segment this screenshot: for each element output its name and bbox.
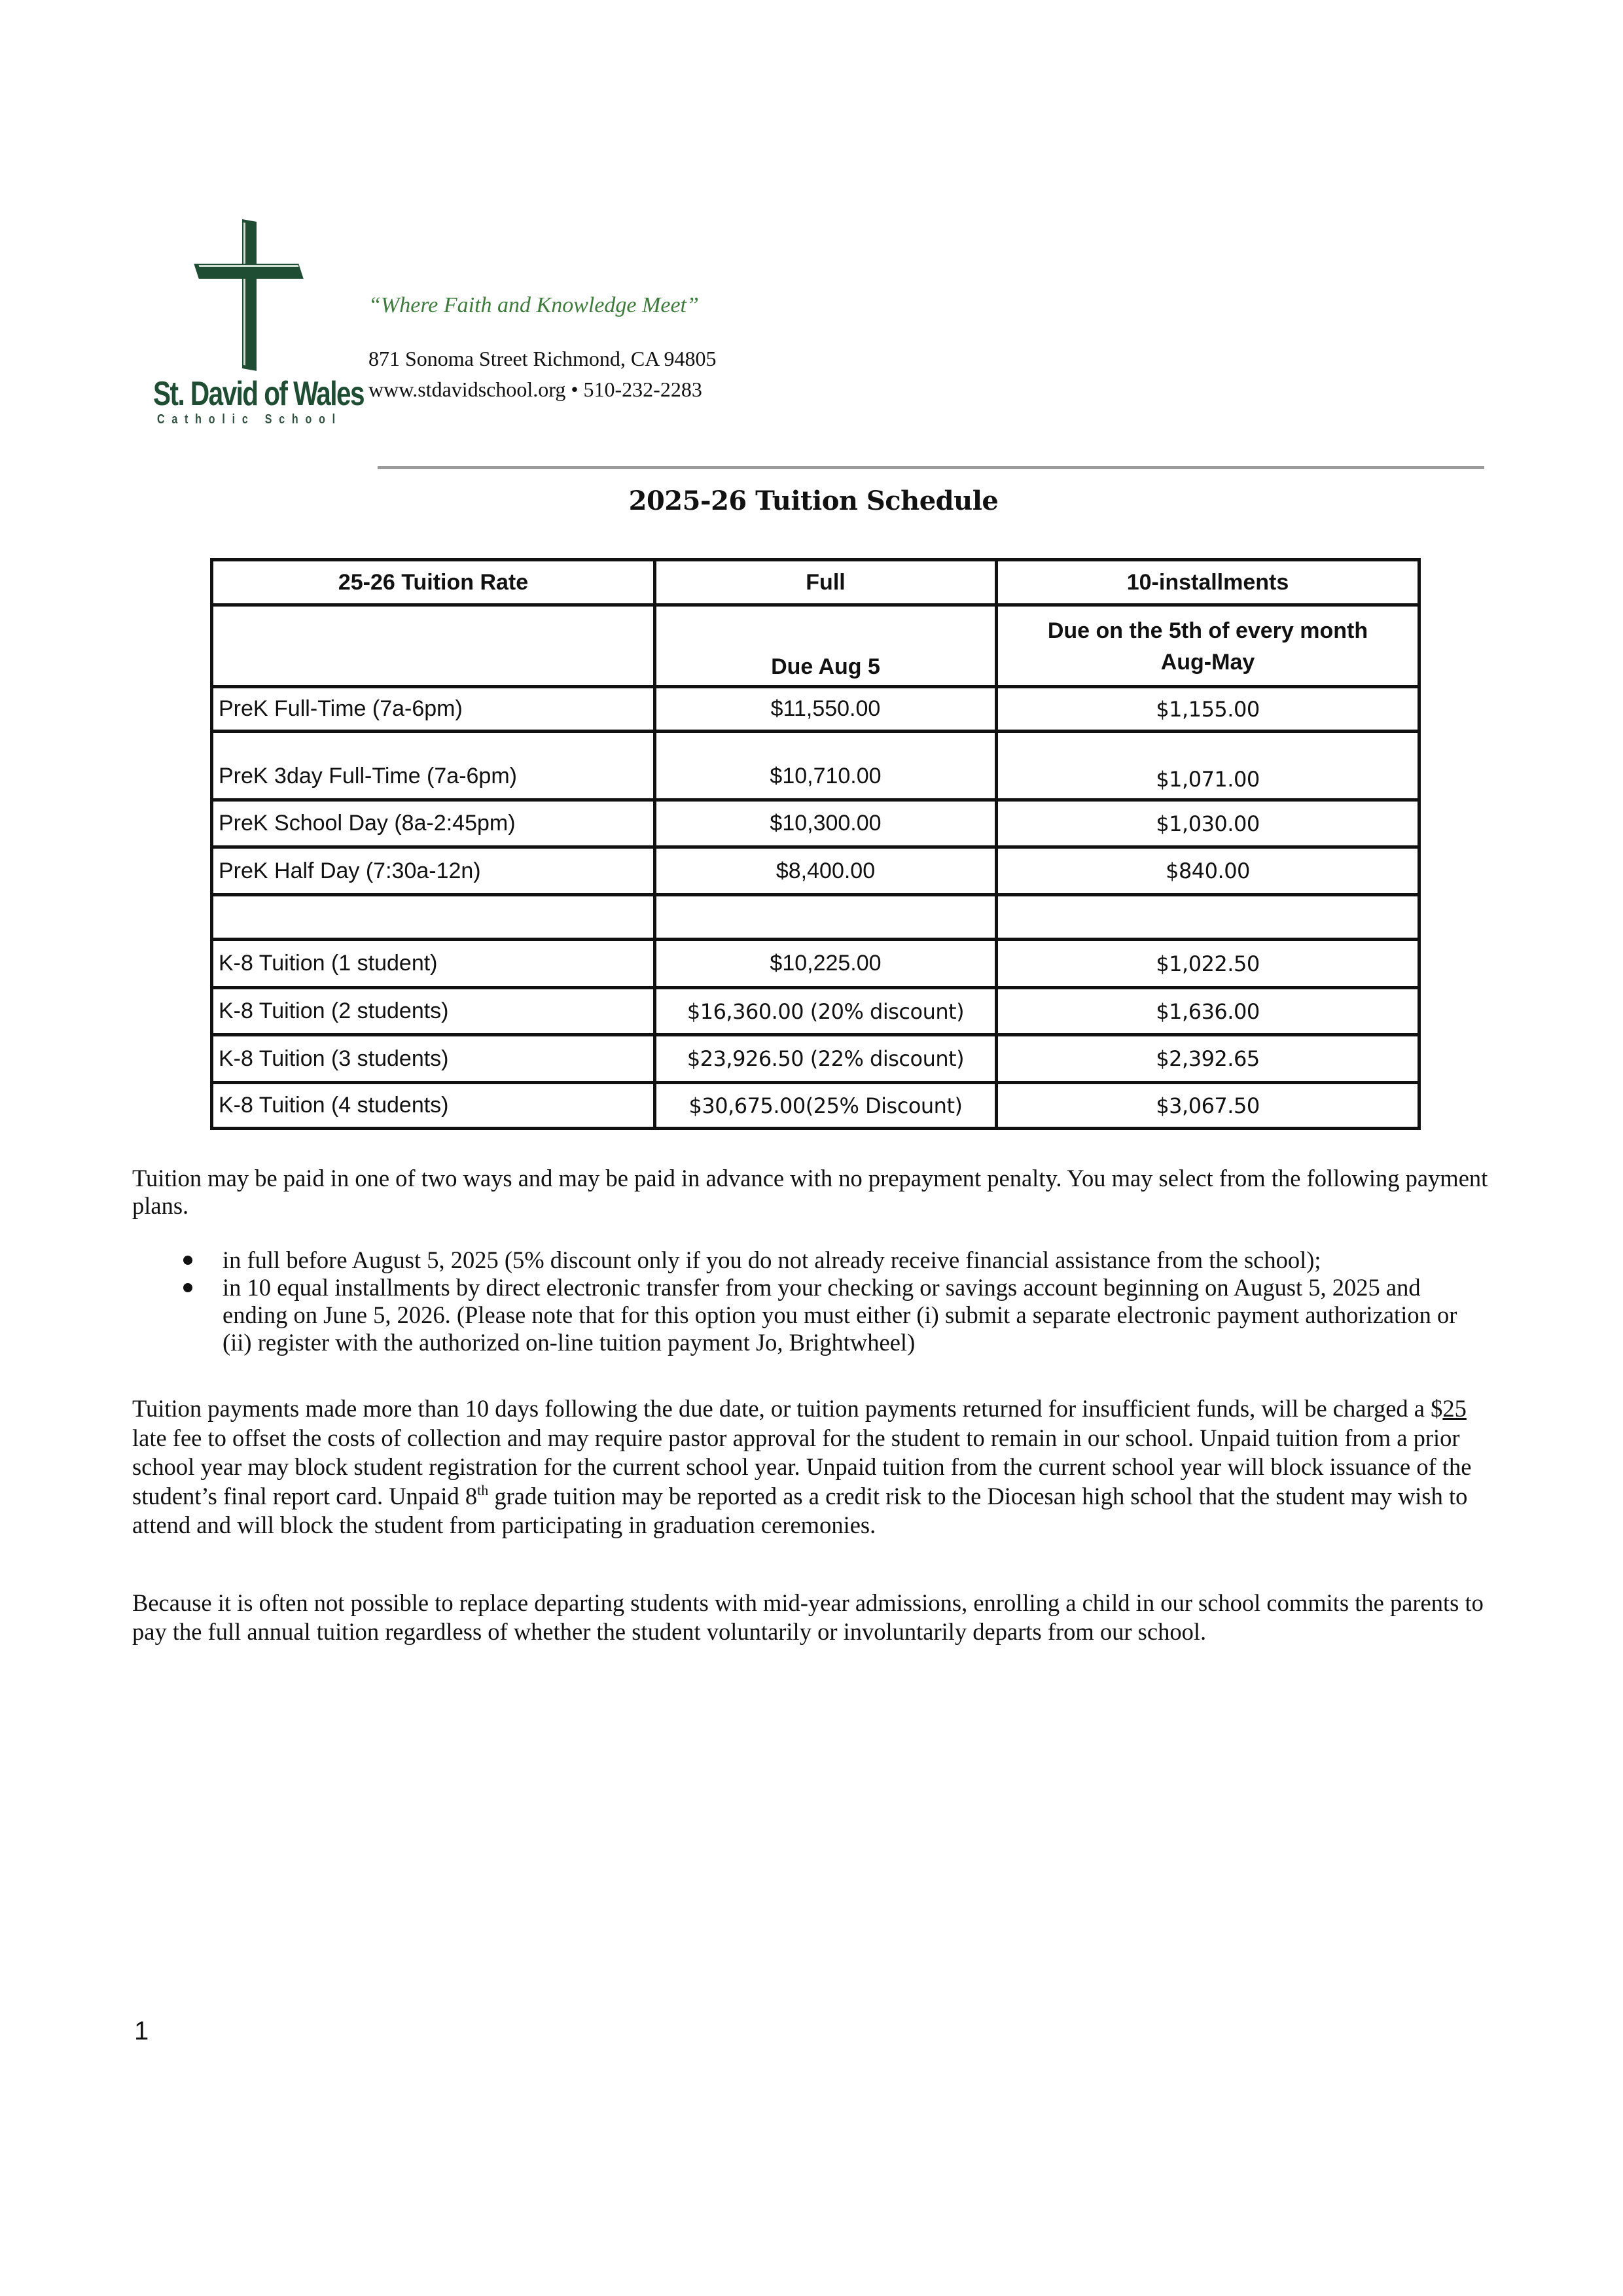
row-rate: PreK Full-Time (7a-6pm): [212, 687, 655, 732]
school-address: 871 Sonoma Street Richmond, CA 94805: [368, 347, 717, 370]
page-number: 1: [134, 2017, 149, 2045]
payment-plan-list: [132, 1246, 1490, 1356]
row-rate: K-8 Tuition (4 students): [212, 1083, 655, 1129]
row-rate: K-8 Tuition (1 student): [212, 940, 655, 988]
cross-bar-highlight: [199, 265, 299, 267]
subheader-empty: [212, 605, 655, 687]
payment-plan-item: [132, 1246, 1490, 1274]
late-payment-paragraph: [132, 1394, 1490, 1540]
row-installment: [997, 895, 1419, 940]
row-rate: PreK 3day Full-Time (7a-6pm): [212, 732, 655, 800]
payment-intro-paragraph: Tuition may be paid in one of two ways and may be paid in advance with no prepayment penalty. You may select from the following payment plans.: [132, 1165, 1488, 1219]
cross-highlight: [243, 222, 245, 366]
logo-school-name: St. David of Wales: [153, 375, 365, 413]
row-full: $8,400.00: [655, 847, 997, 895]
page-title: 2025-26 Tuition Schedule: [628, 486, 999, 516]
header-installments: 10-installments: [997, 560, 1419, 605]
header-full: Full: [655, 560, 997, 605]
table-row: [212, 732, 1419, 800]
payment-plan-text: in 10 equal installments by direct electronic transfer from your checking or savings account beginning on August 5, 2025 and ending on June 5, 2026. (Please note that for this option you must either (i) submit a separate electronic payment authorization or (ii) register with the authorized on-line tuition payment Jo, Brightwheel): [223, 1274, 1457, 1356]
row-rate: K-8 Tuition (3 students): [212, 1035, 655, 1083]
late-payment-text-1: Tuition payments made more than 10 days following the due date, or tuition payments returned for insufficient funds, will be charged a $: [132, 1395, 1443, 1422]
row-rate: [212, 895, 655, 940]
table-row: [212, 1035, 1419, 1083]
row-full: $10,710.00: [655, 732, 997, 800]
row-full: $23,926.50 (22% discount): [655, 1035, 997, 1083]
table-row: [212, 940, 1419, 988]
table-row: [212, 687, 1419, 732]
row-rate: K-8 Tuition (2 students): [212, 988, 655, 1035]
table-row-spacer: [212, 895, 1419, 940]
row-full: $16,360.00 (20% discount): [655, 988, 997, 1035]
row-full: [655, 895, 997, 940]
table-row: [212, 800, 1419, 847]
bullet-icon: [183, 1256, 192, 1265]
logo-subtitle: Catholic School: [157, 412, 342, 427]
header-tuition-rate: 25-26 Tuition Rate: [212, 560, 655, 605]
table-header-row: [212, 560, 1419, 605]
table-row: [212, 1083, 1419, 1129]
subheader-due-monthly-line1: Due on the 5th of every month: [1047, 618, 1368, 643]
row-installment: $1,030.00: [997, 800, 1419, 847]
row-full: $30,675.00(25% Discount): [655, 1083, 997, 1129]
table-row: [212, 988, 1419, 1035]
payment-plan-item: [132, 1274, 1490, 1356]
table-subheader-row: [212, 605, 1419, 687]
tuition-table: [210, 558, 1421, 1130]
subheader-due-monthly: [997, 605, 1419, 687]
school-website-phone: www.stdavidschool.org • 510-232-2283: [368, 378, 702, 401]
school-tagline: “Where Faith and Knowledge Meet”: [368, 293, 699, 317]
bullet-icon: [183, 1283, 192, 1292]
row-installment: $2,392.65: [997, 1035, 1419, 1083]
ordinal-suffix: th: [477, 1481, 489, 1498]
row-rate: PreK School Day (8a-2:45pm): [212, 800, 655, 847]
header-divider: [378, 466, 1484, 469]
table-row: [212, 847, 1419, 895]
row-full: $10,300.00: [655, 800, 997, 847]
row-installment: $1,071.00: [997, 732, 1419, 800]
commitment-paragraph: Because it is often not possible to replace departing students with mid-year admissions, enrolling a child in our school commits the parents to pay the full annual tuition regardless of whether the student voluntarily or involuntarily departs from our school.: [132, 1589, 1484, 1645]
row-installment: $1,155.00: [997, 687, 1419, 732]
late-fee-amount: 25: [1442, 1395, 1467, 1422]
row-full: $11,550.00: [655, 687, 997, 732]
late-payment-text-3: grade tuition may be reported as a credit risk to the Diocesan high school that the student may wish to attend and will block the student from participating in graduation ceremonies.: [132, 1482, 1468, 1538]
late-payment-text-2: late fee to offset the costs of collection and may require pastor approval for the student to remain in our school. Unpaid tuition from a prior school year may block student registration for the current school year. Unpaid tuition from the current school year will block issuance of the student’s final report card. Unpaid 8: [132, 1424, 1472, 1510]
row-full: $10,225.00: [655, 940, 997, 988]
payment-plan-text: in full before August 5, 2025 (5% discount only if you do not already receive financial assistance from the school);: [223, 1246, 1321, 1273]
row-rate: PreK Half Day (7:30a-12n): [212, 847, 655, 895]
row-installment: $3,067.50: [997, 1083, 1419, 1129]
subheader-due-aug5: Due Aug 5: [655, 605, 997, 687]
row-installment: $840.00: [997, 847, 1419, 895]
subheader-due-monthly-line2: Aug-May: [1160, 650, 1255, 675]
row-installment: $1,636.00: [997, 988, 1419, 1035]
row-installment: $1,022.50: [997, 940, 1419, 988]
